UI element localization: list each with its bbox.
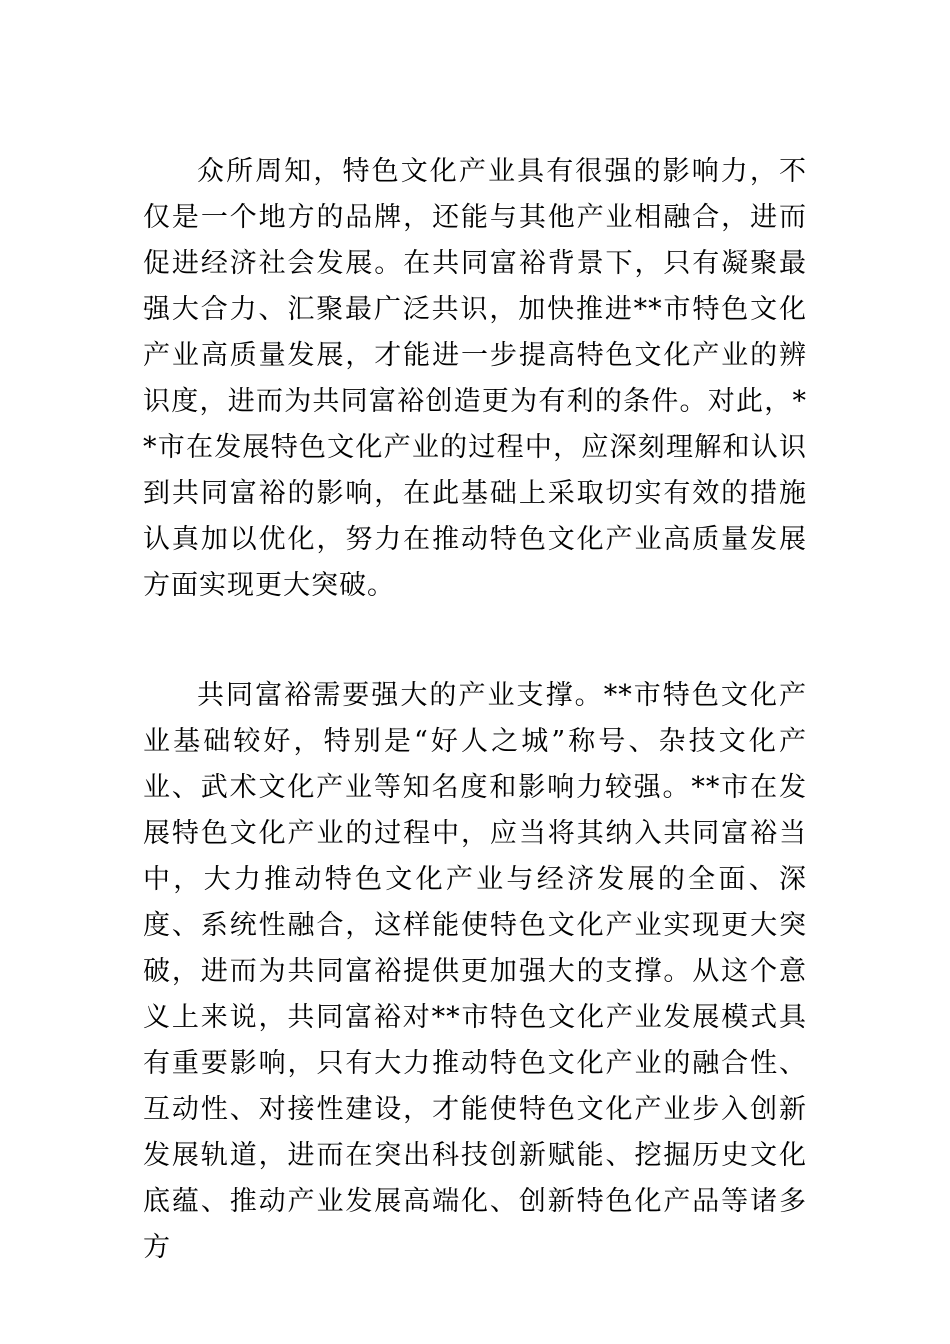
body-paragraph-2: 共同富裕需要强大的产业支撑。**市特色文化产业基础较好，特别是“好人之城”称号、杂技文化产业、武术文化产业等知名度和影响力较强。**市在发展特色文化产业的过程中，应当将其纳入共同富裕当中，大力推动特色文化产业与经济发展的全面、深度、系统性融合，这样能使特色文化产业实现更大突破，进而为共同富裕提供更加强大的支撑。从这个意义上来说，共同富裕对**市特色文化产业发展模式具有重要影响，只有大力推动特色文化产业的融合性、互动性、对接性建设，才能使特色文化产业步入创新发展轨道，进而在突出科技创新赋能、挖掘历史文化底蕴、推动产业发展高端化、创新特色化产品等诸多方 [143, 680, 807, 1263]
body-paragraph-1: 众所周知，特色文化产业具有很强的影响力，不仅是一个地方的品牌，还能与其他产业相融合，进而促进经济社会发展。在共同富裕背景下，只有凝聚最强大合力、汇聚最广泛共识，加快推进**市特色文化产业高质量发展，才能进一步提高特色文化产业的辨识度，进而为共同富裕创造更为有利的条件。对此，**市在发展特色文化产业的过程中，应深刻理解和认识到共同富裕的影响，在此基础上采取切实有效的措施认真加以优化，努力在推动特色文化产业高质量发展方面实现更大突破。 [143, 156, 807, 601]
